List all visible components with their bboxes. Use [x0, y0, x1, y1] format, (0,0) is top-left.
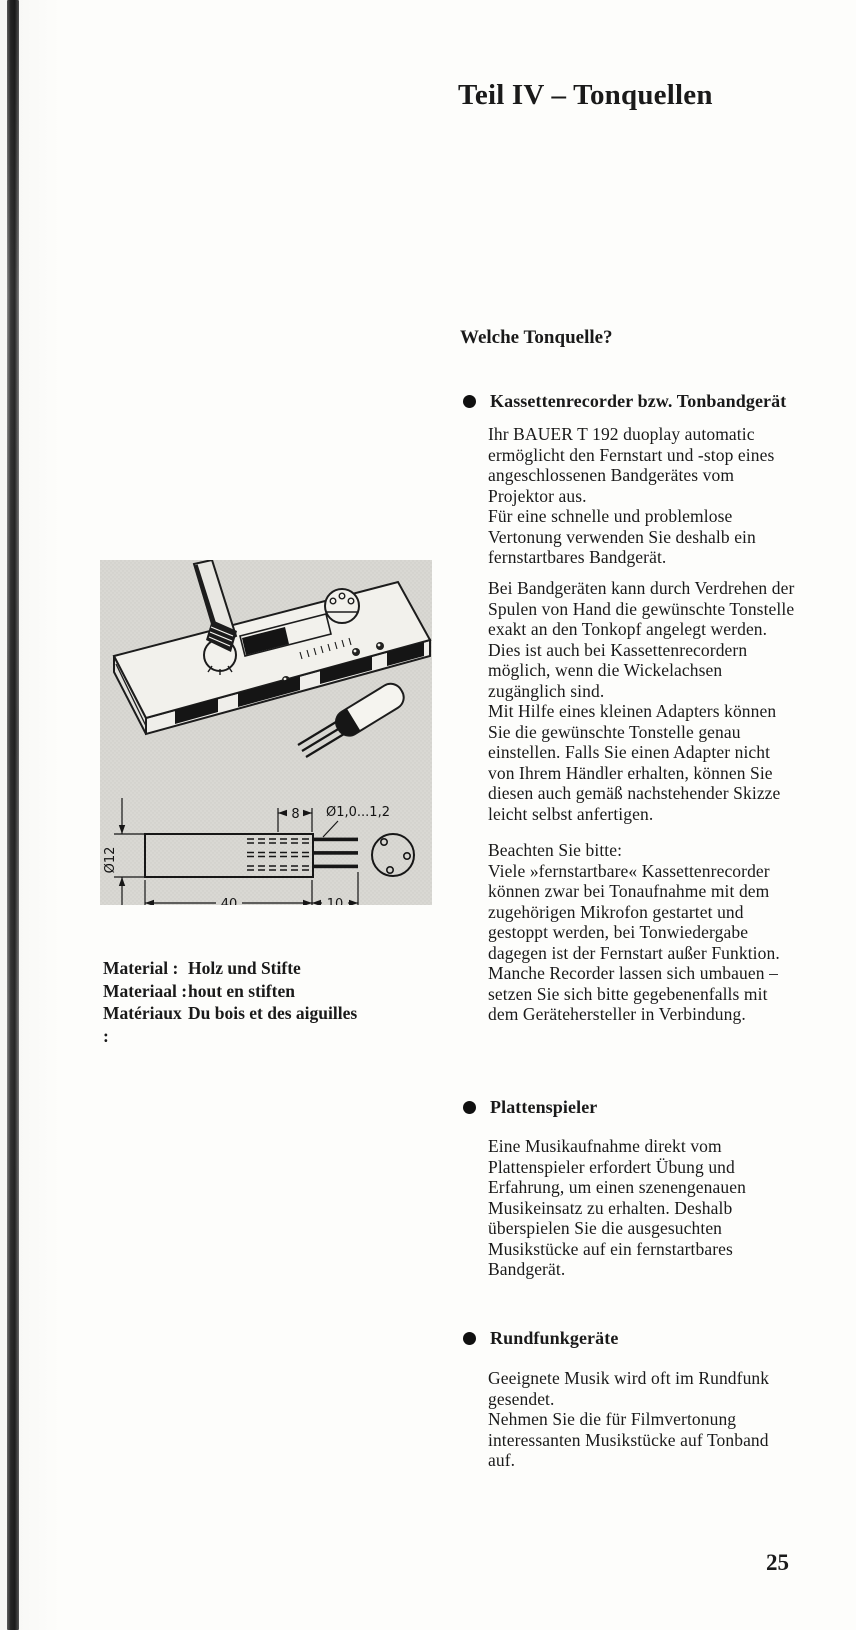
book-spine-shadow	[7, 0, 19, 1630]
paragraph: Mit Hilfe eines kleinen Adapters können Sie die gewünschte Tonstelle genau einstellen. Falls Sie einen Adapter nicht von Ihrem Händler erhalten, können Sie diesen auch gemäß nachstehender Skizze leicht selbst anfertigen.	[488, 701, 781, 824]
paragraph: Nehmen Sie die für Filmvertonung interessanten Musikstücke auf Tonband auf.	[488, 1409, 769, 1470]
material-label: Materiaal :	[103, 980, 188, 1001]
dim-pin-diameter: Ø1,0...1,2	[326, 805, 390, 820]
material-row	[103, 1002, 357, 1047]
section-heading-kassettenrecorder	[463, 391, 786, 412]
bullet-icon	[463, 1101, 476, 1114]
paragraph-group	[488, 1136, 796, 1280]
bullet-icon	[463, 1332, 476, 1345]
section-heading-label: Rundfunkgeräte	[490, 1328, 619, 1348]
page-number: 25	[766, 1550, 789, 1575]
material-value: Du bois et des aiguilles	[188, 1003, 358, 1023]
cassette-adapter-illustration	[100, 560, 432, 905]
paragraph-group	[488, 424, 796, 568]
dim-rod-diameter: Ø12	[103, 846, 118, 874]
section-heading-label: Kassettenrecorder bzw. Tonbandgerät	[490, 391, 787, 411]
paragraph-group	[488, 578, 796, 824]
dim-pin-protrusion: 10	[326, 897, 344, 905]
dim-hole-depth: 8	[291, 807, 300, 822]
question-heading: Welche Tonquelle?	[460, 326, 613, 348]
section-heading-label: Plattenspieler	[490, 1097, 598, 1117]
material-value: Holz und Stifte	[188, 958, 301, 978]
paragraph: Ihr BAUER T 192 duoplay automatic ermöglicht den Fernstart und -stop eines angeschlossenen Bandgerätes vom Projektor aus.	[488, 424, 775, 506]
paragraph: Manche Recorder lassen sich umbauen – setzen Sie sich bitte gegebenenfalls mit dem Gerätehersteller in Verbindung.	[488, 963, 778, 1024]
section-heading-rundfunkgeraete	[463, 1328, 618, 1349]
paragraph: Beachten Sie bitte:	[488, 840, 623, 860]
figure-material-caption	[103, 957, 357, 1047]
paragraph-group	[488, 840, 796, 1025]
dim-rod-length: 40	[220, 897, 238, 905]
material-value: hout en stiften	[188, 980, 295, 1001]
material-row	[103, 980, 357, 1003]
paragraph: Für eine schnelle und problemlose Vertonung verwenden Sie deshalb ein fernstartbares Bandgerät.	[488, 506, 756, 567]
paragraph: Geeignete Musik wird oft im Rundfunk gesendet.	[488, 1368, 770, 1409]
paragraph: Eine Musikaufnahme direkt vom Plattenspieler erfordert Übung und Erfahrung, um einen szenengenauen Musikeinsatz zu erhalten. Deshalb überspielen Sie die ausgesuchten Musikstücke auf ein fernstartbares Bandgerät.	[488, 1136, 746, 1279]
paragraph: Viele »fernstartbare« Kassettenrecorder können zwar bei Tonaufnahme mit dem zugehörigen Mikrofon gestartet und gestoppt werden, bei Tonwiedergabe dagegen ist der Fernstart außer Funktion.	[488, 860, 780, 963]
section-heading-plattenspieler	[463, 1097, 597, 1118]
material-label: Matériaux :	[103, 1003, 182, 1046]
material-row	[103, 957, 357, 980]
page-title: Teil IV – Tonquellen	[458, 79, 713, 112]
material-label: Material :	[103, 958, 179, 978]
paragraph: Bei Bandgeräten kann durch Verdrehen der Spulen von Hand die gewünschte Tonstelle exakt an den Tonkopf angelegt werden. Dies ist auch bei Kassettenrecordern möglich, wenn die Wickelachsen zugänglich sind.	[488, 578, 795, 701]
bullet-icon	[463, 395, 476, 408]
figure-cassette-adapter	[100, 560, 432, 905]
paragraph-group	[488, 1368, 796, 1471]
